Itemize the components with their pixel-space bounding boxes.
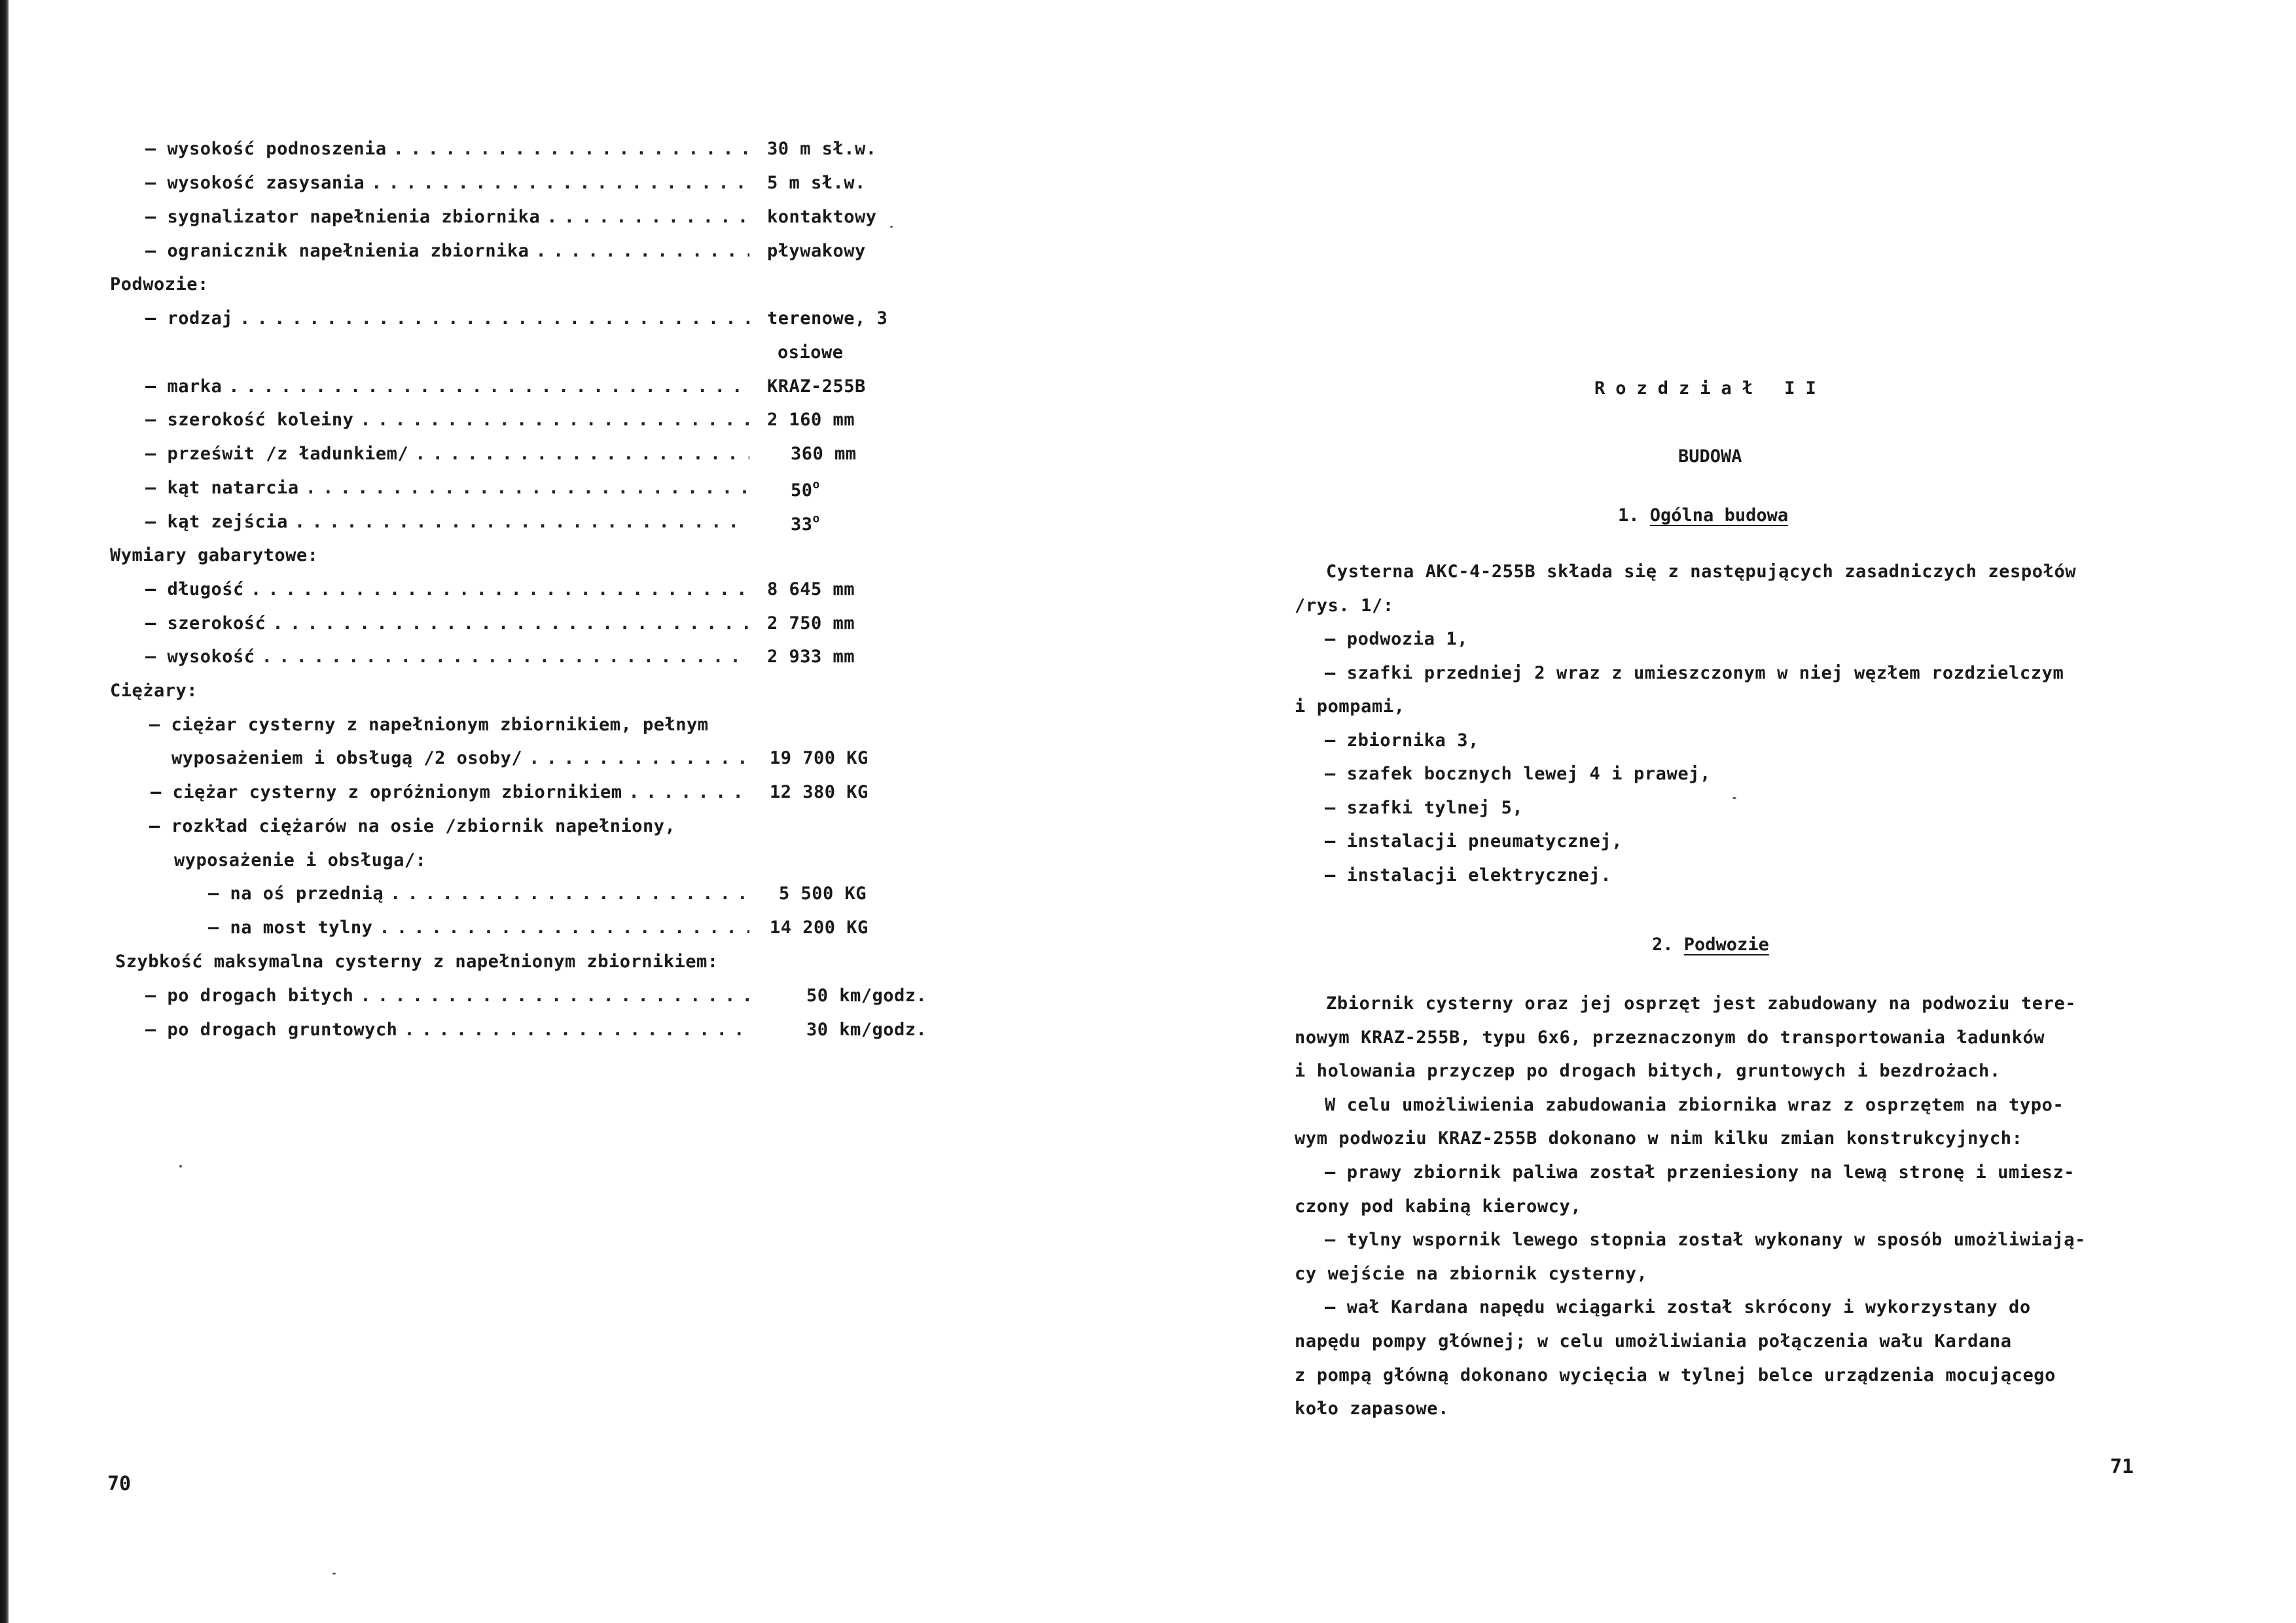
section-1-line: – zbiornika 3, [1325,730,1479,751]
dot-leader [393,139,749,159]
dot-leader [415,444,749,464]
section-1-line: i pompami, [1295,696,1405,717]
spec-value-text: 30 m sł.w. [767,139,877,159]
spec-label: – wysokość zasysania [145,173,365,193]
scan-speck [890,226,893,228]
spec-label: – długość [145,579,244,599]
spec-row [145,647,756,673]
spec-value-text: 2 160 mm [767,410,855,430]
spec-text-line: wyposażenie i obsługa/: [174,850,427,870]
spec-value [767,173,866,193]
scan-speck [332,1573,336,1575]
dot-leader [360,986,749,1006]
section-2-line: Zbiornik cysterny oraz jej osprzęt jest zabudowany na podwoziu tere- [1326,993,2077,1014]
spec-row [145,986,756,1012]
spec-value [767,613,855,633]
spec-label: – po drogach gruntowych [145,1020,398,1040]
spec-value [770,782,869,802]
spec-value [806,1020,927,1040]
spec-label: – na oś przednią [208,883,384,904]
spec-value-text: 30 km/godz. [806,1020,927,1040]
section-1-line: – szafki przedniej 2 wraz z umieszczonym w niej węzłem rozdzielczym [1325,662,2064,683]
spec-value [767,308,888,329]
dot-leader [379,918,749,938]
dot-leader [228,376,749,397]
spec-value [770,748,869,768]
spec-value [791,444,857,464]
section-2-title: Podwozie [1683,935,1769,955]
dot-leader [251,579,749,599]
section-2-line: i holowania przyczep po drogach bitych, gruntowych i bezdrożach. [1295,1061,2001,1082]
spec-section-heading: Podwozie: [110,274,209,294]
spec-label: – wysokość podnoszenia [145,139,387,159]
spec-row [145,1020,756,1046]
spec-label: – prześwit /z ładunkiem/ [145,444,409,464]
spec-label: – rodzaj [145,308,234,329]
spec-label: – kąt zejścia [145,512,288,532]
spec-value-text: 33 [791,514,813,535]
section-1-number: 1. [1618,505,1640,526]
spec-label: – sygnalizator napełnienia zbiornika [145,207,541,227]
spec-section-heading: Szybkość maksymalna cysterny z napełnionym zbiornikiem: [115,952,719,972]
page-number-right: 71 [2110,1455,2134,1478]
degree-symbol: o [812,512,820,526]
spec-row [145,512,756,538]
chapter-title: Rozdział II [1594,378,1827,399]
spec-value [806,986,927,1006]
spec-row [151,782,756,808]
spec-text-line: – rozkład ciężarów na osie /zbiornik napełniony, [149,816,676,836]
section-1-line: – szafki tylnej 5, [1325,797,1524,818]
spec-label: – szerokość [145,613,266,633]
spec-value-text: 2 933 mm [767,647,855,667]
dot-leader [360,410,749,430]
spec-row [145,376,756,402]
spec-value [767,410,855,430]
page-number-left: 70 [107,1472,132,1495]
spec-label: – kąt natarcia [145,478,299,498]
section-2-number: 2. [1652,935,1674,955]
spec-value-text: 360 mm [791,444,857,464]
section-1-line: – podwozia 1, [1325,629,1469,649]
spec-value [767,207,877,227]
spec-value [767,579,855,599]
spec-label: – po drogach bitych [145,986,354,1006]
spec-row [171,748,756,774]
spec-label: wyposażeniem i obsługą /2 osoby/ [171,748,523,768]
spec-row [145,444,756,470]
section-1-line: – instalacji pneumatycznej, [1325,831,1623,851]
dot-leader [628,782,749,802]
section-2-line: czony pod kabiną kierowcy, [1295,1196,1582,1217]
spec-value-text: 50 [791,480,813,501]
dot-leader [547,207,749,227]
spec-section-heading: Wymiary gabarytowe: [110,545,319,565]
spec-value-text: pływakowy [767,241,866,261]
dot-leader [240,308,749,329]
spec-row [145,207,756,233]
spec-label: – marka [145,376,223,397]
section-1-line: Cysterna AKC-4-255B składa się z następujących zasadniczych zespołów [1326,562,2077,582]
spec-value [767,376,866,397]
spec-section-heading: Ciężary: [110,681,198,701]
section-2-line: wym podwoziu KRAZ-255B dokonano w nim kilku zmian konstrukcyjnych: [1295,1128,2023,1149]
dot-leader [535,241,749,261]
spec-row [208,918,756,944]
spec-value-text: 5 500 KG [779,883,867,904]
degree-symbol: o [812,478,820,491]
section-1-line: – szafek bocznych lewej 4 i prawej, [1325,764,1711,784]
spec-row [145,173,756,199]
spec-value-text: kontaktowy [767,207,877,227]
section-1-line: /rys. 1/: [1295,595,1394,616]
spec-label: – wysokość [145,647,255,667]
spec-row [145,478,756,504]
spec-row [145,139,756,165]
spec-value [770,918,869,938]
spec-text-line: – ciężar cysterny z napełnionym zbiornikiem, pełnym [149,715,709,735]
spec-row [145,308,756,334]
section-2-line: napędu pompy głównej; w celu umożliwiania połączenia wału Kardana [1295,1331,2012,1351]
section-2-line: W celu umożliwienia zabudowania zbiornika wraz z osprzętem na typo- [1325,1094,2064,1115]
dot-leader [306,478,749,498]
spec-value [791,478,820,501]
section-1-heading [1618,505,1788,526]
section-2-line: z pompą główną dokonano wycięcia w tylnej belce urządzenia mocującego [1295,1364,2056,1385]
chapter-subtitle: BUDOWA [1678,446,1742,467]
spec-row [145,613,756,639]
dot-leader [390,883,749,904]
section-2-line: cy wejście na zbiornik cysterny, [1295,1263,1648,1284]
spec-label: – ogranicznik napełnienia zbiornika [145,241,529,261]
section-1-title: Ogólna budowa [1649,505,1789,526]
scan-speck [179,1165,182,1168]
section-2-line: – tylny wspornik lewego stopnia został wykonany w sposób umożliwiają- [1325,1230,2087,1251]
section-2-line: – prawy zbiornik paliwa został przeniesiony na lewą stronę i umiesz- [1325,1162,2075,1183]
spec-row [145,410,756,436]
dot-leader [262,647,749,667]
spec-value-text: KRAZ-255B [767,376,866,397]
spec-value-text: 19 700 KG [770,748,869,768]
spec-label: – ciężar cysterny z opróżnionym zbiornikiem [151,782,622,802]
dot-leader [272,613,749,633]
spec-value-continuation: osiowe [778,342,844,363]
section-2-line: nowym KRAZ-255B, typu 6x6, przeznaczonym do transportowania ładunków [1295,1027,2045,1048]
spec-value [767,647,855,667]
dot-leader [529,748,749,768]
spec-value-text: 2 750 mm [767,613,855,633]
right-page [1148,0,2296,1623]
spec-label: – szerokość koleiny [145,410,354,430]
spec-value [779,883,867,904]
spec-value-text: 50 km/godz. [806,986,927,1006]
spec-row [145,241,756,267]
spec-value [791,512,820,535]
scan-speck [1732,797,1736,799]
spec-value-text: 12 380 KG [770,782,869,802]
spec-value-text: terenowe, 3 [767,308,888,329]
spec-row [208,883,756,910]
spec-value-text: 14 200 KG [770,918,869,938]
section-2-line: koło zapasowe. [1295,1399,1449,1419]
dot-leader [404,1020,749,1040]
dot-leader [295,512,749,532]
section-1-line: – instalacji elektrycznej. [1325,865,1612,885]
spec-value-text: 5 m sł.w. [767,173,866,193]
section-2-line: – wał Kardana napędu wciągarki został skrócony i wykorzystany do [1325,1297,2031,1318]
spec-value [767,241,866,261]
spec-row [145,579,756,605]
spec-value-text: 8 645 mm [767,579,855,599]
spec-label: – na most tylny [208,918,373,938]
section-2-heading [1652,935,1769,955]
spec-value [767,139,877,159]
dot-leader [371,173,749,193]
